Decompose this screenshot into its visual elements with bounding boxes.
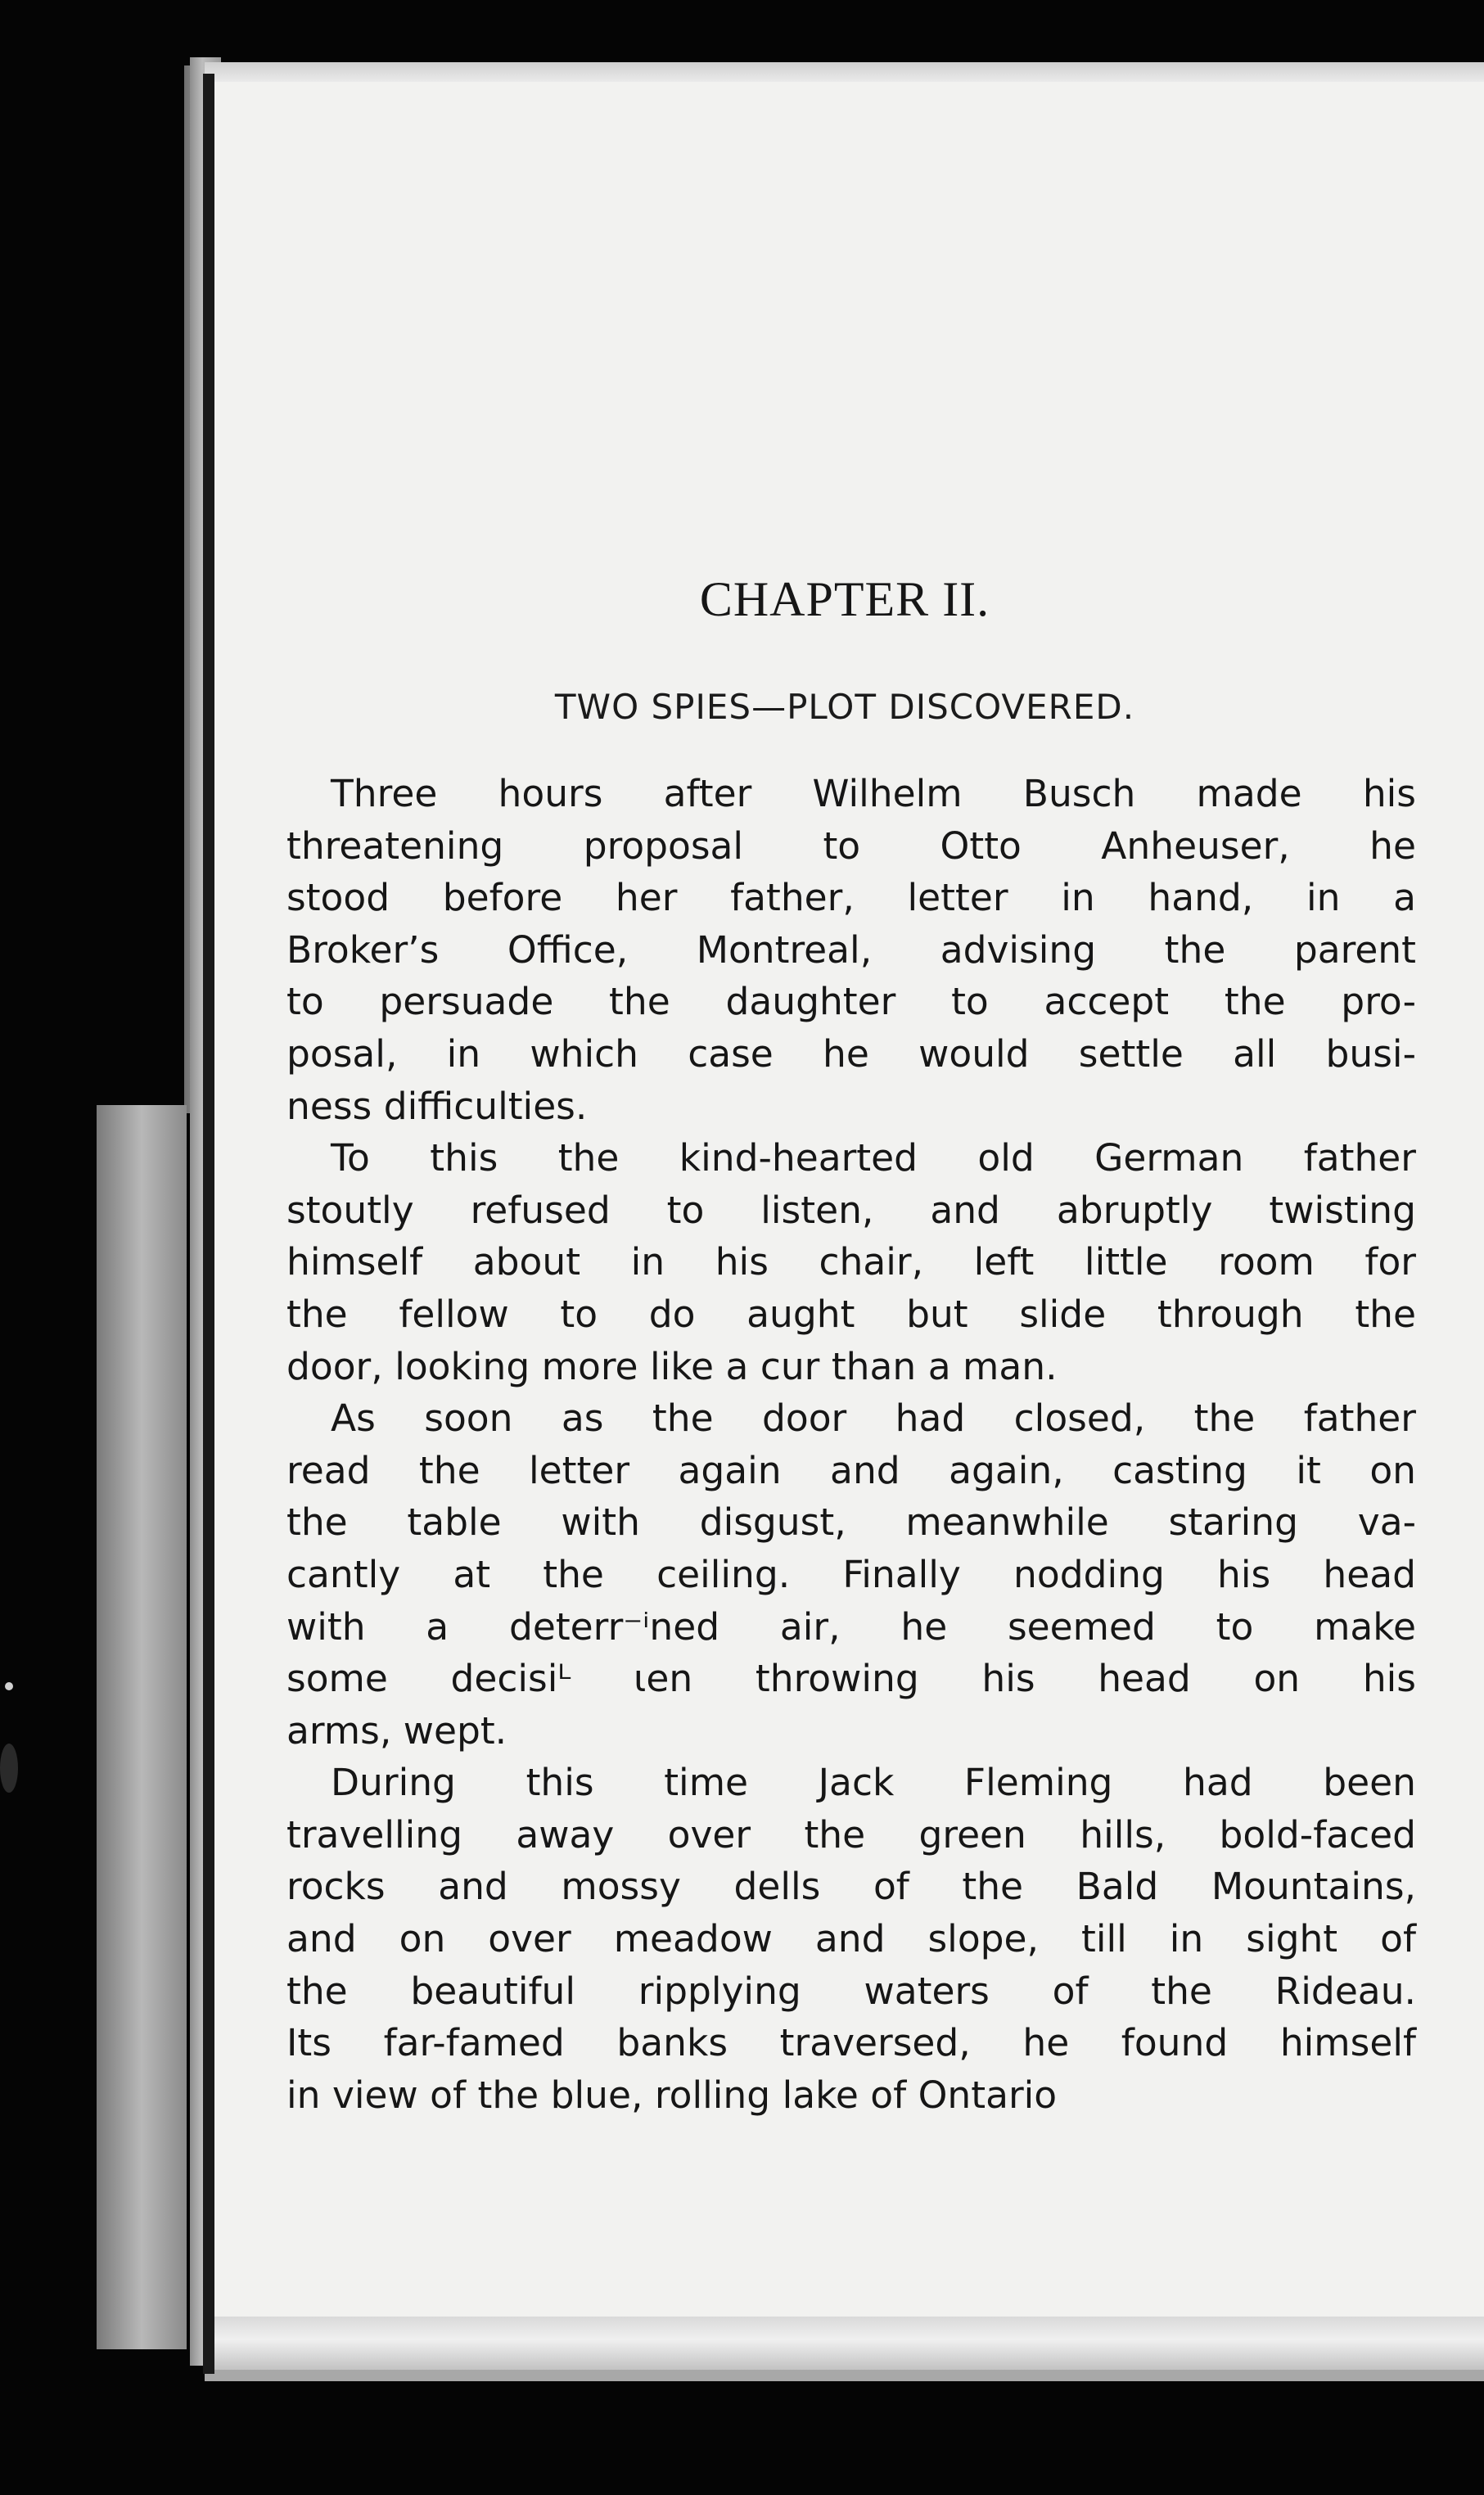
text-line: Broker’s Office, Montreal, advising the parent: [286, 927, 1416, 972]
text-line: During this time Jack Fleming had been: [331, 1761, 1416, 1805]
page-edge-top: [205, 62, 1484, 82]
text-line: ness difficulties.: [286, 1084, 588, 1128]
text-line: stoutly refused to listen, and abruptly twisting: [286, 1188, 1416, 1232]
text-line: arms, wept.: [286, 1708, 507, 1753]
text-line: with a deterr⁻ⁱned air, he seemed to make: [286, 1604, 1416, 1649]
dust-speck: [0, 1744, 18, 1793]
text-line: the table with disgust, meanwhile staring va-: [286, 1500, 1416, 1545]
text-line: the fellow to do aught but slide through the: [286, 1292, 1416, 1336]
chapter-subtitle: TWO SPIES—PLOT DISCOVERED.: [554, 687, 1135, 727]
book-spine-shadow: [203, 74, 214, 2374]
text-line: some decisi⁠ᴸ ιen throwing his head on his: [286, 1657, 1416, 1701]
text-line: and on over meadow and slope, till in sight of: [286, 1917, 1416, 1961]
text-line: to persuade the daughter to accept the pro-: [286, 980, 1416, 1024]
paragraph: [286, 1392, 1416, 1757]
text-line: in view of the blue, rolling lake of Ontario: [286, 2073, 1058, 2117]
chapter-body: [286, 768, 1416, 2121]
text-line: posal, in which case he would settle all busi-: [286, 1031, 1416, 1076]
paragraph: [286, 1132, 1416, 1392]
text-line: cantly at the ceiling. Finally nodding his head: [286, 1552, 1416, 1596]
paragraph: [286, 1757, 1416, 2121]
page-edge-bottom-shadow: [205, 2370, 1484, 2381]
text-line: To this the kind-hearted old German father: [331, 1136, 1416, 1180]
text-line: stood before her father, letter in hand, in a: [286, 876, 1416, 920]
page-edge-stack: [97, 1105, 187, 2349]
paragraph: [286, 768, 1416, 1132]
chapter-header: [214, 571, 1484, 727]
chapter-title: CHAPTER II.: [699, 572, 990, 626]
text-line: Three hours after Wilhelm Busch made his: [331, 772, 1416, 815]
text-line: the beautiful ripplying waters of the Rideau.: [286, 1969, 1416, 2013]
text-line: travelling away over the green hills, bold-faced: [286, 1812, 1416, 1857]
text-line: door, looking more like a cur than a man.: [286, 1344, 1058, 1388]
text-line: Its far-famed banks traversed, he found himself: [286, 2021, 1416, 2065]
text-line: threatening proposal to Otto Anheuser, he: [286, 823, 1416, 868]
page-edge-bottom: [211, 2317, 1484, 2374]
dust-speck: [5, 1682, 13, 1690]
text-line: himself about in his chair, left little room for: [286, 1240, 1416, 1284]
text-line: read the letter again and again, casting it on: [286, 1448, 1416, 1492]
text-line: As soon as the door had closed, the father: [331, 1396, 1416, 1441]
text-line: rocks and mossy dells of the Bald Mountains,: [286, 1865, 1416, 1909]
